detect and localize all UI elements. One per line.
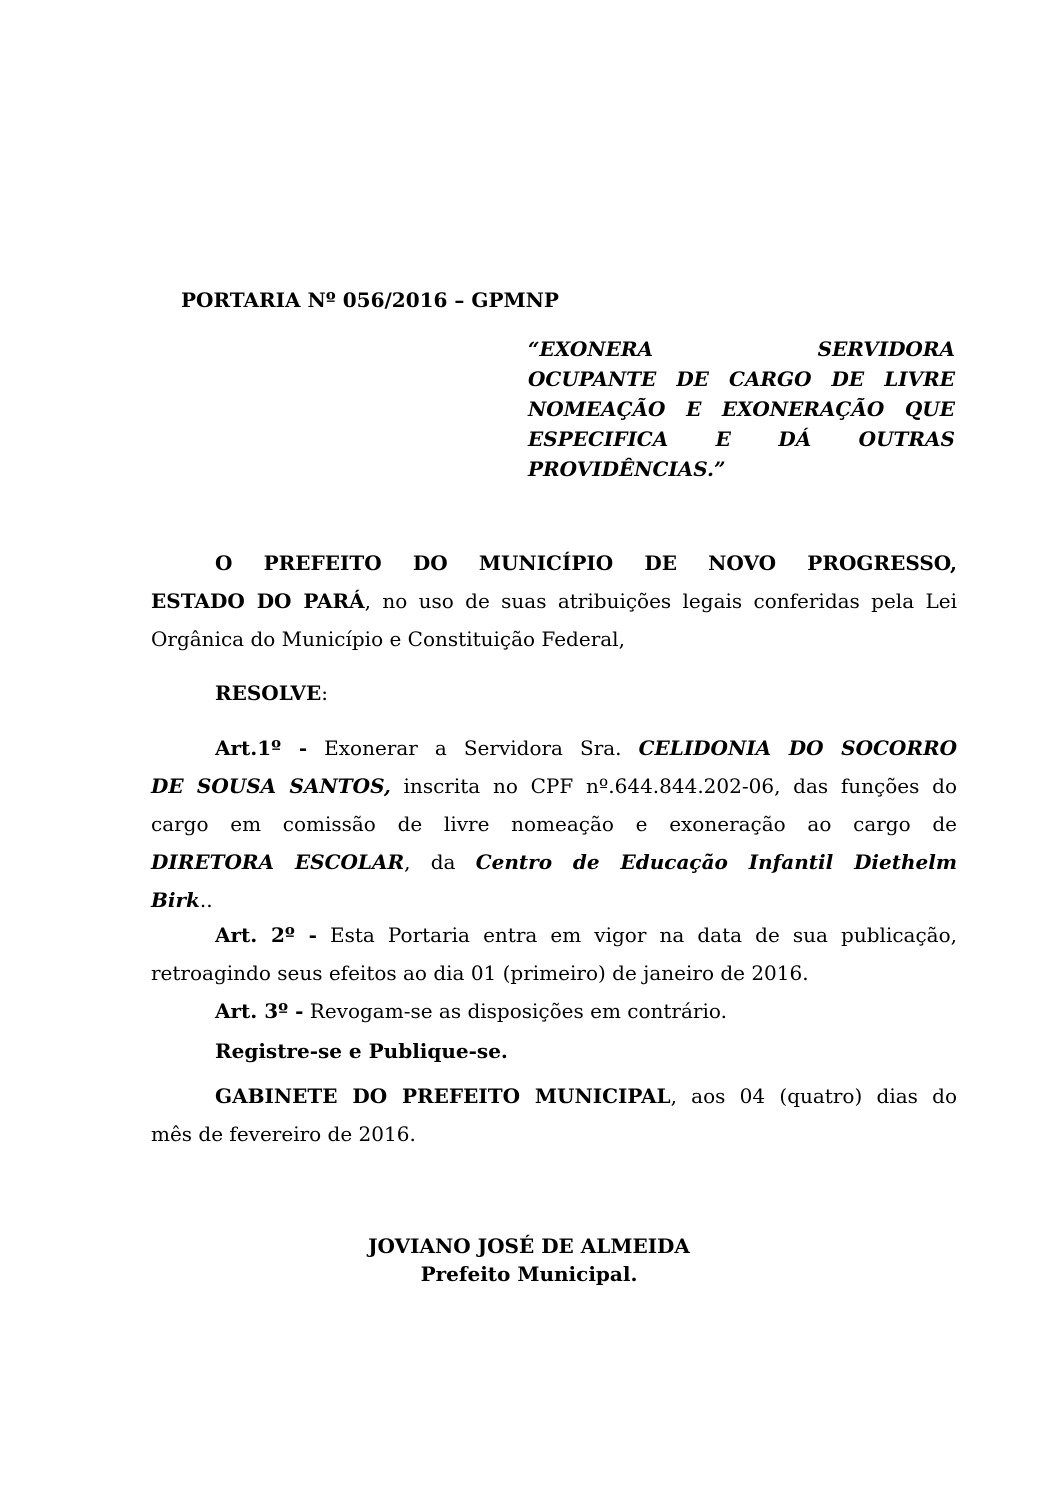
ementa-line: NOMEAÇÃO E EXONERAÇÃO QUE [528, 397, 955, 421]
resolve: RESOLVE: [215, 681, 328, 705]
institution-name: Centro de Educação Infantil Diethelm [475, 850, 957, 874]
preamble-text: Orgânica do Município e Constituição Federal, [151, 627, 625, 651]
article-label: Art. 3º - [215, 999, 304, 1023]
role-title: DIRETORA ESCOLAR [151, 850, 405, 874]
article-label: Art.1º - [215, 736, 308, 760]
preamble-state: ESTADO DO PARÁ [151, 589, 365, 613]
ementa-line: OCUPANTE DE CARGO DE LIVRE [528, 367, 955, 391]
preamble-authority: O PREFEITO DO MUNICÍPIO DE NOVO PROGRESSO, [215, 551, 957, 575]
signatory-role: Prefeito Municipal. [420, 1262, 638, 1286]
preamble [151, 544, 957, 658]
servant-name: CELIDONIA DO SOCORRO [638, 736, 958, 760]
article-3: Art. 3º - Revogam-se as disposições em contrário. [215, 999, 727, 1023]
signature-block [0, 1232, 1058, 1288]
signatory-name: JOVIANO JOSÉ DE ALMEIDA [368, 1234, 690, 1258]
register-line: Registre-se e Publique-se. [215, 1039, 508, 1063]
resolve-label: RESOLVE [215, 681, 322, 705]
institution-name: Birk [151, 888, 200, 912]
ementa-line: “EXONERA SERVIDORA [528, 337, 955, 361]
ementa-line: PROVIDÊNCIAS.” [528, 457, 726, 481]
ementa [528, 334, 955, 484]
article-1: Art.1º - Exonerar a Servidora Sra. CELIDONIA DO SOCORRO DE SOUSA SANTOS, inscrita no CPF nº.644.844.202-06, das funções do cargo em comissão de livre nomeação e exoneração ao cargo de DIRETORA ESCOLAR, da Centro de Educação Infantil Diethelm Birk.. [151, 736, 958, 912]
article-label: Art. 2º - [215, 923, 317, 947]
closing: GABINETE DO PREFEITO MUNICIPAL, aos 04 (quatro) dias do mês de fevereiro de 2016. [151, 1084, 958, 1146]
servant-name: DE SOUSA SANTOS, [151, 774, 391, 798]
article-2: Art. 2º - Esta Portaria entra em vigor na data de sua publicação, retroagindo seus efeitos ao dia 01 (primeiro) de janeiro de 2016. [151, 923, 957, 985]
ementa-line: ESPECIFICA E DÁ OUTRAS [528, 427, 955, 451]
closing-label: GABINETE DO PREFEITO MUNICIPAL [215, 1084, 671, 1108]
document-title: PORTARIA Nº 056/2016 – GPMNP [181, 288, 559, 312]
preamble-text: , no uso de suas atribuições legais conferidas pela Lei [364, 589, 957, 613]
